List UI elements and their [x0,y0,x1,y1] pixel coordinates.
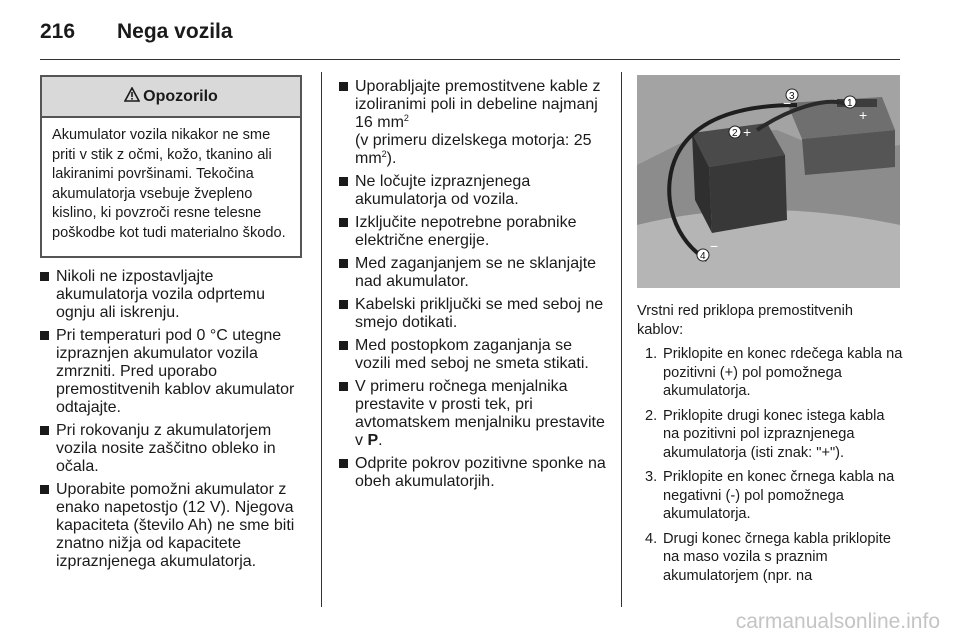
list-item: Med postopkom zaganjanja se vozili med seboj ne smeta stikati. [339,337,607,373]
bullet-icon [40,331,49,340]
list-item: Uporabite pomožni akumulator z enako napetostjo (12 V). Njegova kapaciteta (število Ah) ne sme biti znatno nižja od kapacitete izpraznjenega akumulatorja. [40,481,302,571]
battery-cables-figure [637,75,900,288]
list-item: Pri rokovanju z akumulatorjem vozila nosite zaščitno obleko in očala. [40,422,302,476]
bullet-icon [40,426,49,435]
steps-intro: Vrstni red priklopa premostitvenih kablov: [637,303,854,338]
list-item: 2. Priklopite drugi konec istega kabla na pozitivni pol izpraznjenega akumulatorja (isti znak: "+"). [645,407,885,461]
list-item: 1. Priklopite en konec rdečega kabla na pozitivni (+) pol pomožnega akumulatorja. [645,346,903,399]
column-divider-left [321,72,322,607]
jump-start-illustration [637,75,900,288]
bullet-icon [339,459,348,468]
page-title: Nega vozila [117,20,233,43]
list-item: Kabelski priključki se med seboj ne smejo dotikati. [339,296,607,332]
list-item: V primeru ročnega menjalnika prestavite v prosti tek, pri avtomatskem menjalniku prestavite v P. [339,378,607,450]
list-item: Nikoli ne izpostavljajte akumulatorja vozila odprtemu ognju ali iskrenju. [40,268,302,322]
bullet-icon [339,259,348,268]
bullet-icon [339,341,348,350]
svg-text:2: 2 [732,128,738,139]
list-item: 3. Priklopite en konec črnega kabla na negativni (-) pol pomožnega akumulatorja. [645,469,895,522]
list-item: Izključite nepotrebne porabnike električne energije. [339,214,607,250]
column-divider-right [621,72,622,607]
left-bullet-list [40,268,302,576]
middle-bullet-list [339,78,607,496]
page-header [40,20,233,44]
bullet-icon [339,177,348,186]
svg-text:4: 4 [700,251,706,262]
svg-text:3: 3 [789,91,795,102]
list-item: Uporabljajte premostitvene kable z izoliranimi poli in debeline najmanj 16 $mm^2$ (v primeru dizelskega motorja: 25 $mm^2$). [339,78,607,168]
svg-text:−: − [783,95,792,111]
list-item: Med zaganjanjem se ne sklanjajte nad akumulator. [339,255,607,291]
page-number: 216 [40,20,76,43]
list-item: Ne ločujte izpraznjenega akumulatorja od vozila. [339,173,607,209]
list-item: Odprite pokrov pozitivne sponke na obeh akumulatorjih. [339,455,607,491]
bullet-icon [339,300,348,309]
svg-text:+: + [743,124,752,140]
bullet-icon [339,82,348,91]
bullet-icon [339,382,348,391]
warning-triangle-icon [124,87,140,107]
warning-text: Akumulator vozila nikakor ne sme priti v stik z očmi, kožo, tkanino ali lakiranimi površinami. Tekočina akumulatorja vsebuje žvepleno kislino, ki povzroči resne telesne poškodbe kot tudi materialno škodo. [52,127,286,241]
steps-list [645,345,903,591]
warning-title: Opozorilo [143,87,218,105]
list-item: Pri temperaturi pod 0 °C utegne izpraznjen akumulator vozila zmrzniti. Pred uporabo premostitvenih kablov akumulator odtajajte. [40,327,302,417]
warning-header [42,77,300,118]
watermark: carmanualsonline.info [735,610,940,633]
header-rule [40,59,900,60]
svg-text:1: 1 [847,98,853,109]
list-item: 4. Drugi konec črnega kabla priklopite na maso vozila s praznim akumulatorjem (npr. na [645,530,891,584]
warning-box [40,75,302,258]
bullet-icon [40,485,49,494]
svg-text:+: + [859,107,868,123]
svg-text:−: − [710,238,719,254]
bullet-icon [339,218,348,227]
bullet-icon [40,272,49,281]
